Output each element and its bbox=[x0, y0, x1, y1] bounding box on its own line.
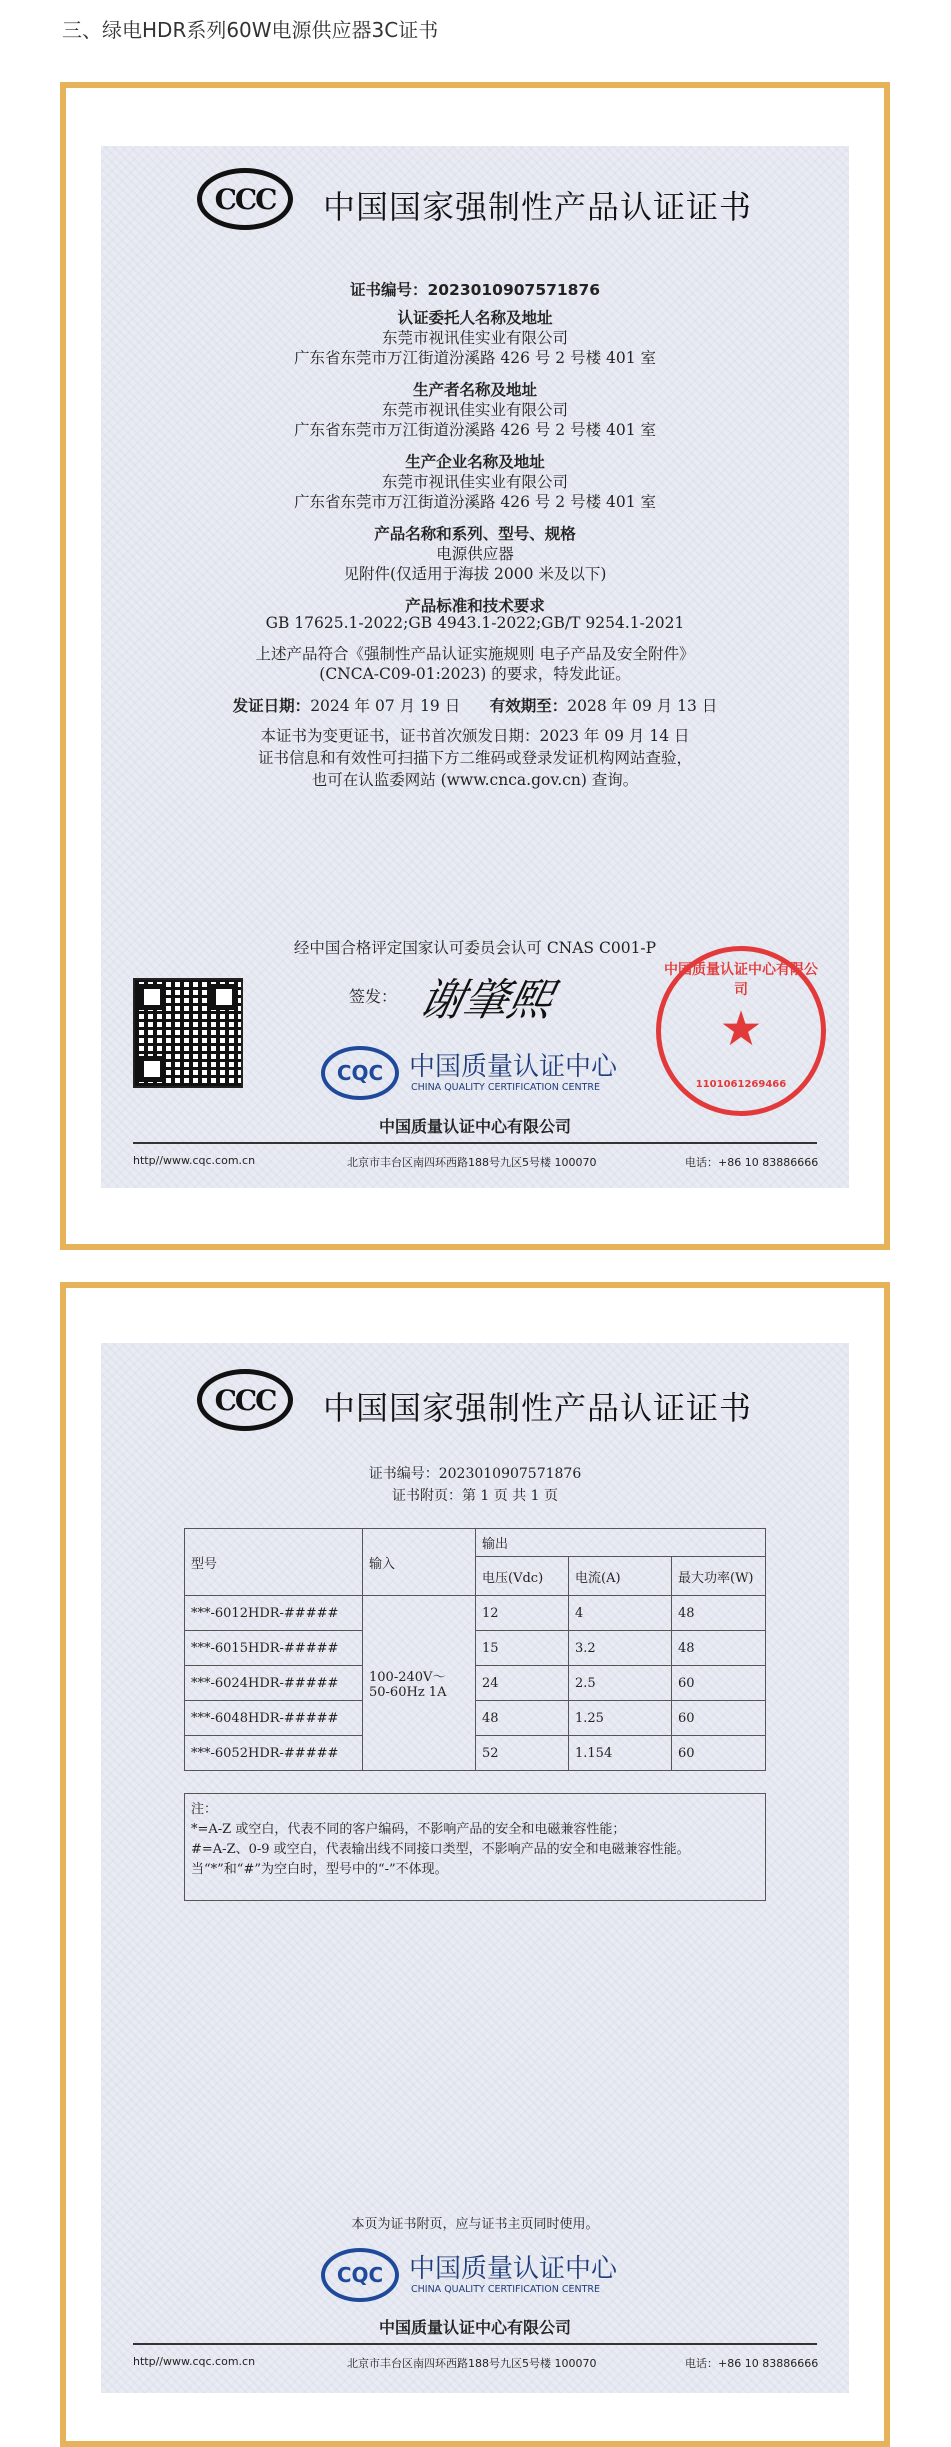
cqc-company: 中国质量认证中心有限公司 bbox=[378, 1117, 571, 1136]
table-header-row bbox=[185, 1529, 766, 1557]
cell-current: 3.2 bbox=[569, 1631, 672, 1666]
certificate-sheet-main bbox=[101, 146, 849, 1188]
manufacturer-label: 生产者名称及地址 bbox=[412, 381, 537, 399]
cell-voltage: 12 bbox=[476, 1596, 569, 1631]
cell-model: ***-6024HDR-##### bbox=[185, 1666, 363, 1701]
header-input: 输入 bbox=[363, 1529, 476, 1596]
certificate-sheet-annex bbox=[101, 1343, 849, 2393]
cqc-chinese-name: 中国质量认证中心 bbox=[409, 2254, 618, 2284]
note-line: #=A-Z、0-9 或空白，代表输出线不同接口类型，不影响产品的安全和电磁兼容性能。 bbox=[191, 1842, 690, 1857]
issue-date-label: 发证日期： bbox=[232, 697, 311, 715]
issue-date: 2024 年 07 月 19 日 bbox=[310, 697, 461, 715]
product-spec: 见附件(仅适用于海拔 2000 米及以下) bbox=[343, 565, 607, 583]
annex-bottom-note: 本页为证书附页，应与证书主页同时使用。 bbox=[351, 2217, 599, 2232]
cell-power: 60 bbox=[672, 1701, 766, 1736]
certificate-title: 中国国家强制性产品认证证书 bbox=[323, 188, 753, 226]
applicant-address: 广东省东莞市万江街道汾溪路 426 号 2 号楼 401 室 bbox=[293, 349, 657, 367]
certificate-frame-annex bbox=[60, 1282, 890, 2447]
cell-voltage: 48 bbox=[476, 1701, 569, 1736]
accreditation-text: 经中国合格评定国家认可委员会认可 CNAS C001-P bbox=[293, 939, 657, 957]
manufacturer-name: 东莞市视讯佳实业有限公司 bbox=[381, 401, 568, 419]
official-seal bbox=[656, 946, 826, 1116]
cert-number: 证书编号：2023010907571876 bbox=[349, 281, 601, 299]
cell-current: 2.5 bbox=[569, 1666, 672, 1701]
table-row bbox=[185, 1631, 766, 1666]
model-spec-table bbox=[184, 1528, 766, 1771]
star-icon: ★ bbox=[719, 1001, 763, 1057]
expiry-date-label: 有效期至： bbox=[489, 697, 568, 715]
factory-name: 东莞市视讯佳实业有限公司 bbox=[381, 473, 568, 491]
annex-page-info: 证书附页：第 1 页 共 1 页 bbox=[391, 1488, 559, 1504]
table-row bbox=[185, 1666, 766, 1701]
cell-model: ***-6052HDR-##### bbox=[185, 1736, 363, 1771]
footer-phone: 电话：+86 10 83886666 bbox=[685, 1156, 819, 1169]
header-output: 输出 bbox=[476, 1529, 766, 1557]
standard-label: 产品标准和技术要求 bbox=[405, 597, 545, 615]
cell-current: 1.154 bbox=[569, 1736, 672, 1771]
footer-divider bbox=[133, 2343, 817, 2345]
product-name: 电源供应器 bbox=[436, 545, 514, 563]
header-current: 电流(A) bbox=[569, 1557, 672, 1596]
cell-current: 1.25 bbox=[569, 1701, 672, 1736]
cell-input bbox=[363, 1596, 476, 1771]
input-value-line-2: 50-60Hz 1A bbox=[369, 1685, 447, 1700]
cqc-chinese-name: 中国质量认证中心 bbox=[409, 1052, 618, 1082]
conformity-line-1: 上述产品符合《强制性产品认证实施规则 电子产品及安全附件》 bbox=[255, 645, 695, 663]
applicant-name: 东莞市视讯佳实业有限公司 bbox=[381, 329, 568, 347]
sign-label: 签发： bbox=[349, 987, 398, 1006]
certificate-title: 中国国家强制性产品认证证书 bbox=[323, 1389, 753, 1427]
note-line: *=A-Z 或空白，代表不同的客户编码，不影响产品的安全和电磁兼容性能； bbox=[191, 1822, 626, 1837]
signature: 谢肇熙 bbox=[414, 975, 558, 1026]
cqc-logo-icon: CQC bbox=[321, 1046, 399, 1100]
factory-label: 生产企业名称及地址 bbox=[405, 453, 545, 471]
cell-voltage: 15 bbox=[476, 1631, 569, 1666]
certificate-frame-main bbox=[60, 82, 890, 1250]
cell-power: 60 bbox=[672, 1666, 766, 1701]
cqc-company: 中国质量认证中心有限公司 bbox=[378, 2318, 571, 2337]
ccc-logo-icon: CCC bbox=[197, 1369, 293, 1431]
seal-text: 中国质量认证中心有限公司 bbox=[664, 962, 818, 998]
input-value-line-1: 100-240V～ bbox=[369, 1670, 446, 1685]
cell-model: ***-6012HDR-##### bbox=[185, 1596, 363, 1631]
header-model: 型号 bbox=[185, 1529, 363, 1596]
verify-note-2: 也可在认监委网站 (www.cnca.gov.cn) 查询。 bbox=[311, 771, 639, 789]
date-row bbox=[101, 694, 849, 716]
qr-code-icon[interactable] bbox=[133, 978, 243, 1088]
factory-address: 广东省东莞市万江街道汾溪路 426 号 2 号楼 401 室 bbox=[293, 493, 657, 511]
header-voltage: 电压(Vdc) bbox=[476, 1557, 569, 1596]
note-line: 当“*”和“#”为空白时，型号中的“-”不体现。 bbox=[191, 1862, 448, 1877]
footer-address: 北京市丰台区南四环西路188号九区5号楼 100070 bbox=[347, 1156, 597, 1169]
footer-divider bbox=[133, 1142, 817, 1144]
manufacturer-address: 广东省东莞市万江街道汾溪路 426 号 2 号楼 401 室 bbox=[293, 421, 657, 439]
cell-model: ***-6015HDR-##### bbox=[185, 1631, 363, 1666]
standard-value: GB 17625.1-2022;GB 4943.1-2022;GB/T 9254.1-2021 bbox=[265, 614, 685, 632]
cqc-logo-icon: CQC bbox=[321, 2248, 399, 2302]
footer-website[interactable]: http//www.cqc.com.cn bbox=[133, 2355, 256, 2368]
cell-power: 48 bbox=[672, 1631, 766, 1666]
annex-cert-number: 证书编号：2023010907571876 bbox=[368, 1466, 582, 1482]
change-note: 本证书为变更证书，证书首次颁发日期：2023 年 09 月 14 日 bbox=[260, 727, 690, 745]
applicant-label: 认证委托人名称及地址 bbox=[397, 309, 553, 327]
verify-note-1: 证书信息和有效性可扫描下方二维码或登录发证机构网站查验， bbox=[257, 749, 692, 767]
seal-number: 1101061269466 bbox=[695, 1079, 787, 1090]
cell-voltage: 24 bbox=[476, 1666, 569, 1701]
cell-model: ***-6048HDR-##### bbox=[185, 1701, 363, 1736]
table-row bbox=[185, 1736, 766, 1771]
cell-current: 4 bbox=[569, 1596, 672, 1631]
note-line: 注： bbox=[191, 1802, 218, 1817]
section-heading: 三、绿电HDR系列60W电源供应器3C证书 bbox=[62, 18, 439, 42]
cell-power: 60 bbox=[672, 1736, 766, 1771]
ccc-logo-icon: CCC bbox=[197, 168, 293, 230]
conformity-line-2: (CNCA-C09-01:2023) 的要求，特发此证。 bbox=[319, 665, 631, 683]
cell-voltage: 52 bbox=[476, 1736, 569, 1771]
cqc-english-name: CHINA QUALITY CERTIFICATION CENTRE bbox=[411, 2284, 601, 2295]
product-label: 产品名称和系列、型号、规格 bbox=[374, 525, 576, 543]
header-power: 最大功率(W) bbox=[672, 1557, 766, 1596]
footer-website[interactable]: http//www.cqc.com.cn bbox=[133, 1154, 256, 1167]
table-row bbox=[185, 1701, 766, 1736]
notes-box bbox=[184, 1793, 766, 1901]
footer-address: 北京市丰台区南四环西路188号九区5号楼 100070 bbox=[347, 2357, 597, 2370]
expiry-date: 2028 年 09 月 13 日 bbox=[567, 697, 718, 715]
cqc-english-name: CHINA QUALITY CERTIFICATION CENTRE bbox=[411, 1082, 601, 1093]
table-row bbox=[185, 1596, 766, 1631]
footer-phone: 电话：+86 10 83886666 bbox=[685, 2357, 819, 2370]
cell-power: 48 bbox=[672, 1596, 766, 1631]
